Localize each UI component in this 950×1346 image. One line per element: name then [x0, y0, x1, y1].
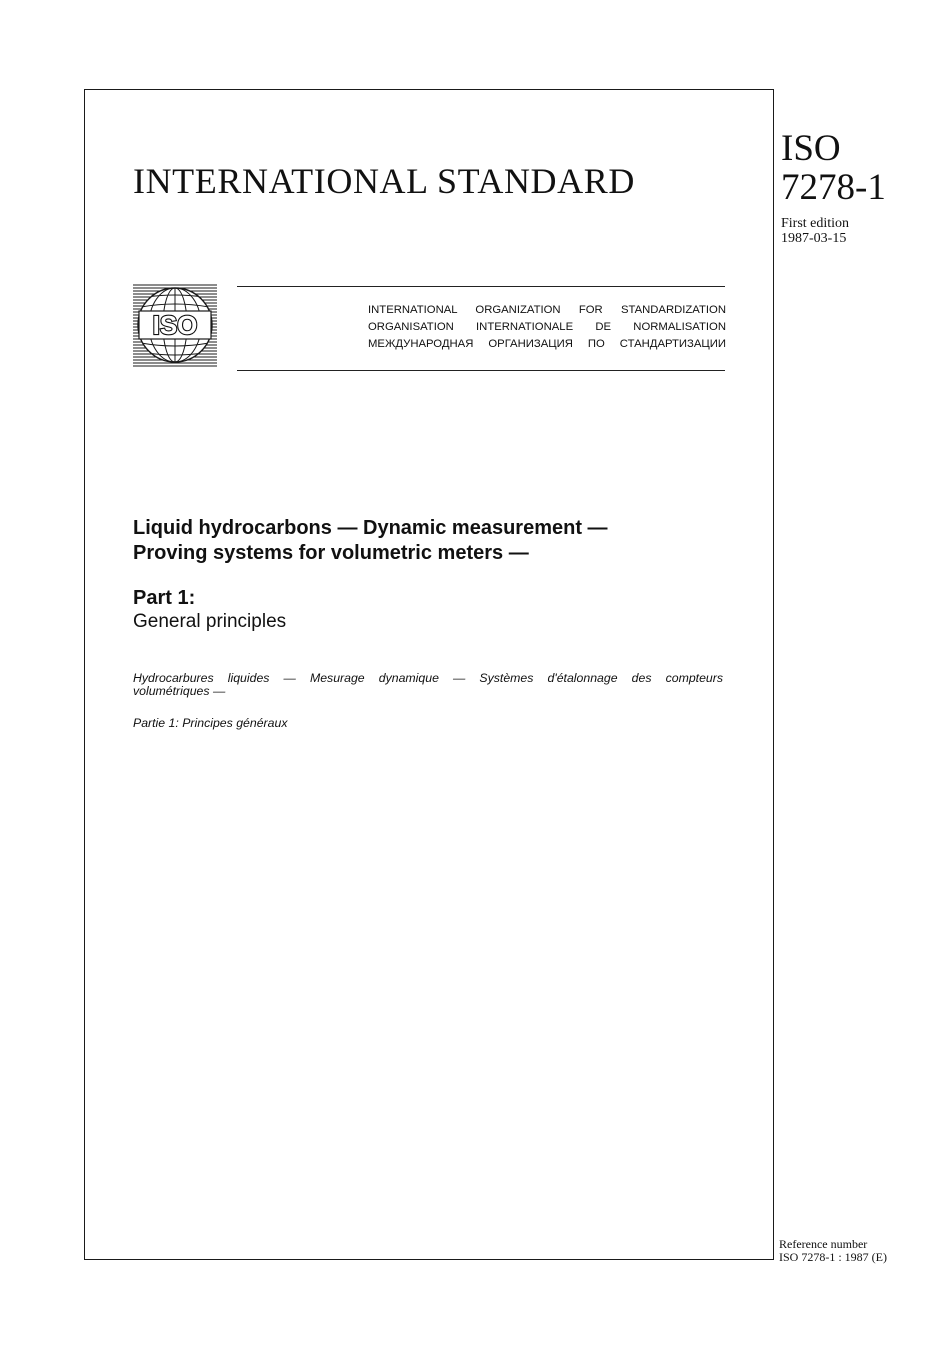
french-title-line: volumétriques — [133, 684, 226, 698]
edition-label: First edition [781, 216, 850, 231]
part-label: Part 1: [133, 587, 196, 609]
document-type-title: INTERNATIONAL STANDARD [133, 161, 635, 201]
logo-text: ISO [152, 310, 198, 340]
edition-date: 1987-03-15 [781, 231, 847, 246]
standard-id-block [781, 129, 886, 246]
org-block-top-rule [237, 286, 725, 287]
org-name-english: INTERNATIONAL ORGANIZATION FOR STANDARDIZATION [368, 304, 726, 316]
french-part-title: Partie 1: Principes généraux [133, 716, 288, 730]
document-title-english [133, 516, 608, 566]
reference-number-block [779, 1238, 887, 1264]
french-title-line: Hydrocarbures liquides — Mesurage dynamique — Systèmes d'étalonnage des compteurs [133, 671, 723, 685]
document-title-french [133, 672, 723, 698]
reference-label: Reference number [779, 1237, 868, 1251]
standard-number: 7278-1 [781, 167, 886, 208]
document-title-line: Proving systems for volumetric meters — [133, 542, 529, 564]
part-name: General principles [133, 611, 287, 632]
iso-logo [133, 283, 217, 367]
standard-prefix: ISO [781, 128, 841, 169]
org-name-russian: МЕЖДУНАРОДНАЯ ОРГАНИЗАЦИЯ ПО СТАНДАРТИЗАЦИИ [368, 338, 726, 350]
reference-value: ISO 7278-1 : 1987 (E) [779, 1250, 887, 1264]
org-block-bottom-rule [237, 370, 725, 371]
document-title-line: Liquid hydrocarbons — Dynamic measurement — [133, 517, 608, 539]
org-name-french: ORGANISATION INTERNATIONALE DE NORMALISATION [368, 321, 726, 333]
organization-names [368, 302, 726, 353]
